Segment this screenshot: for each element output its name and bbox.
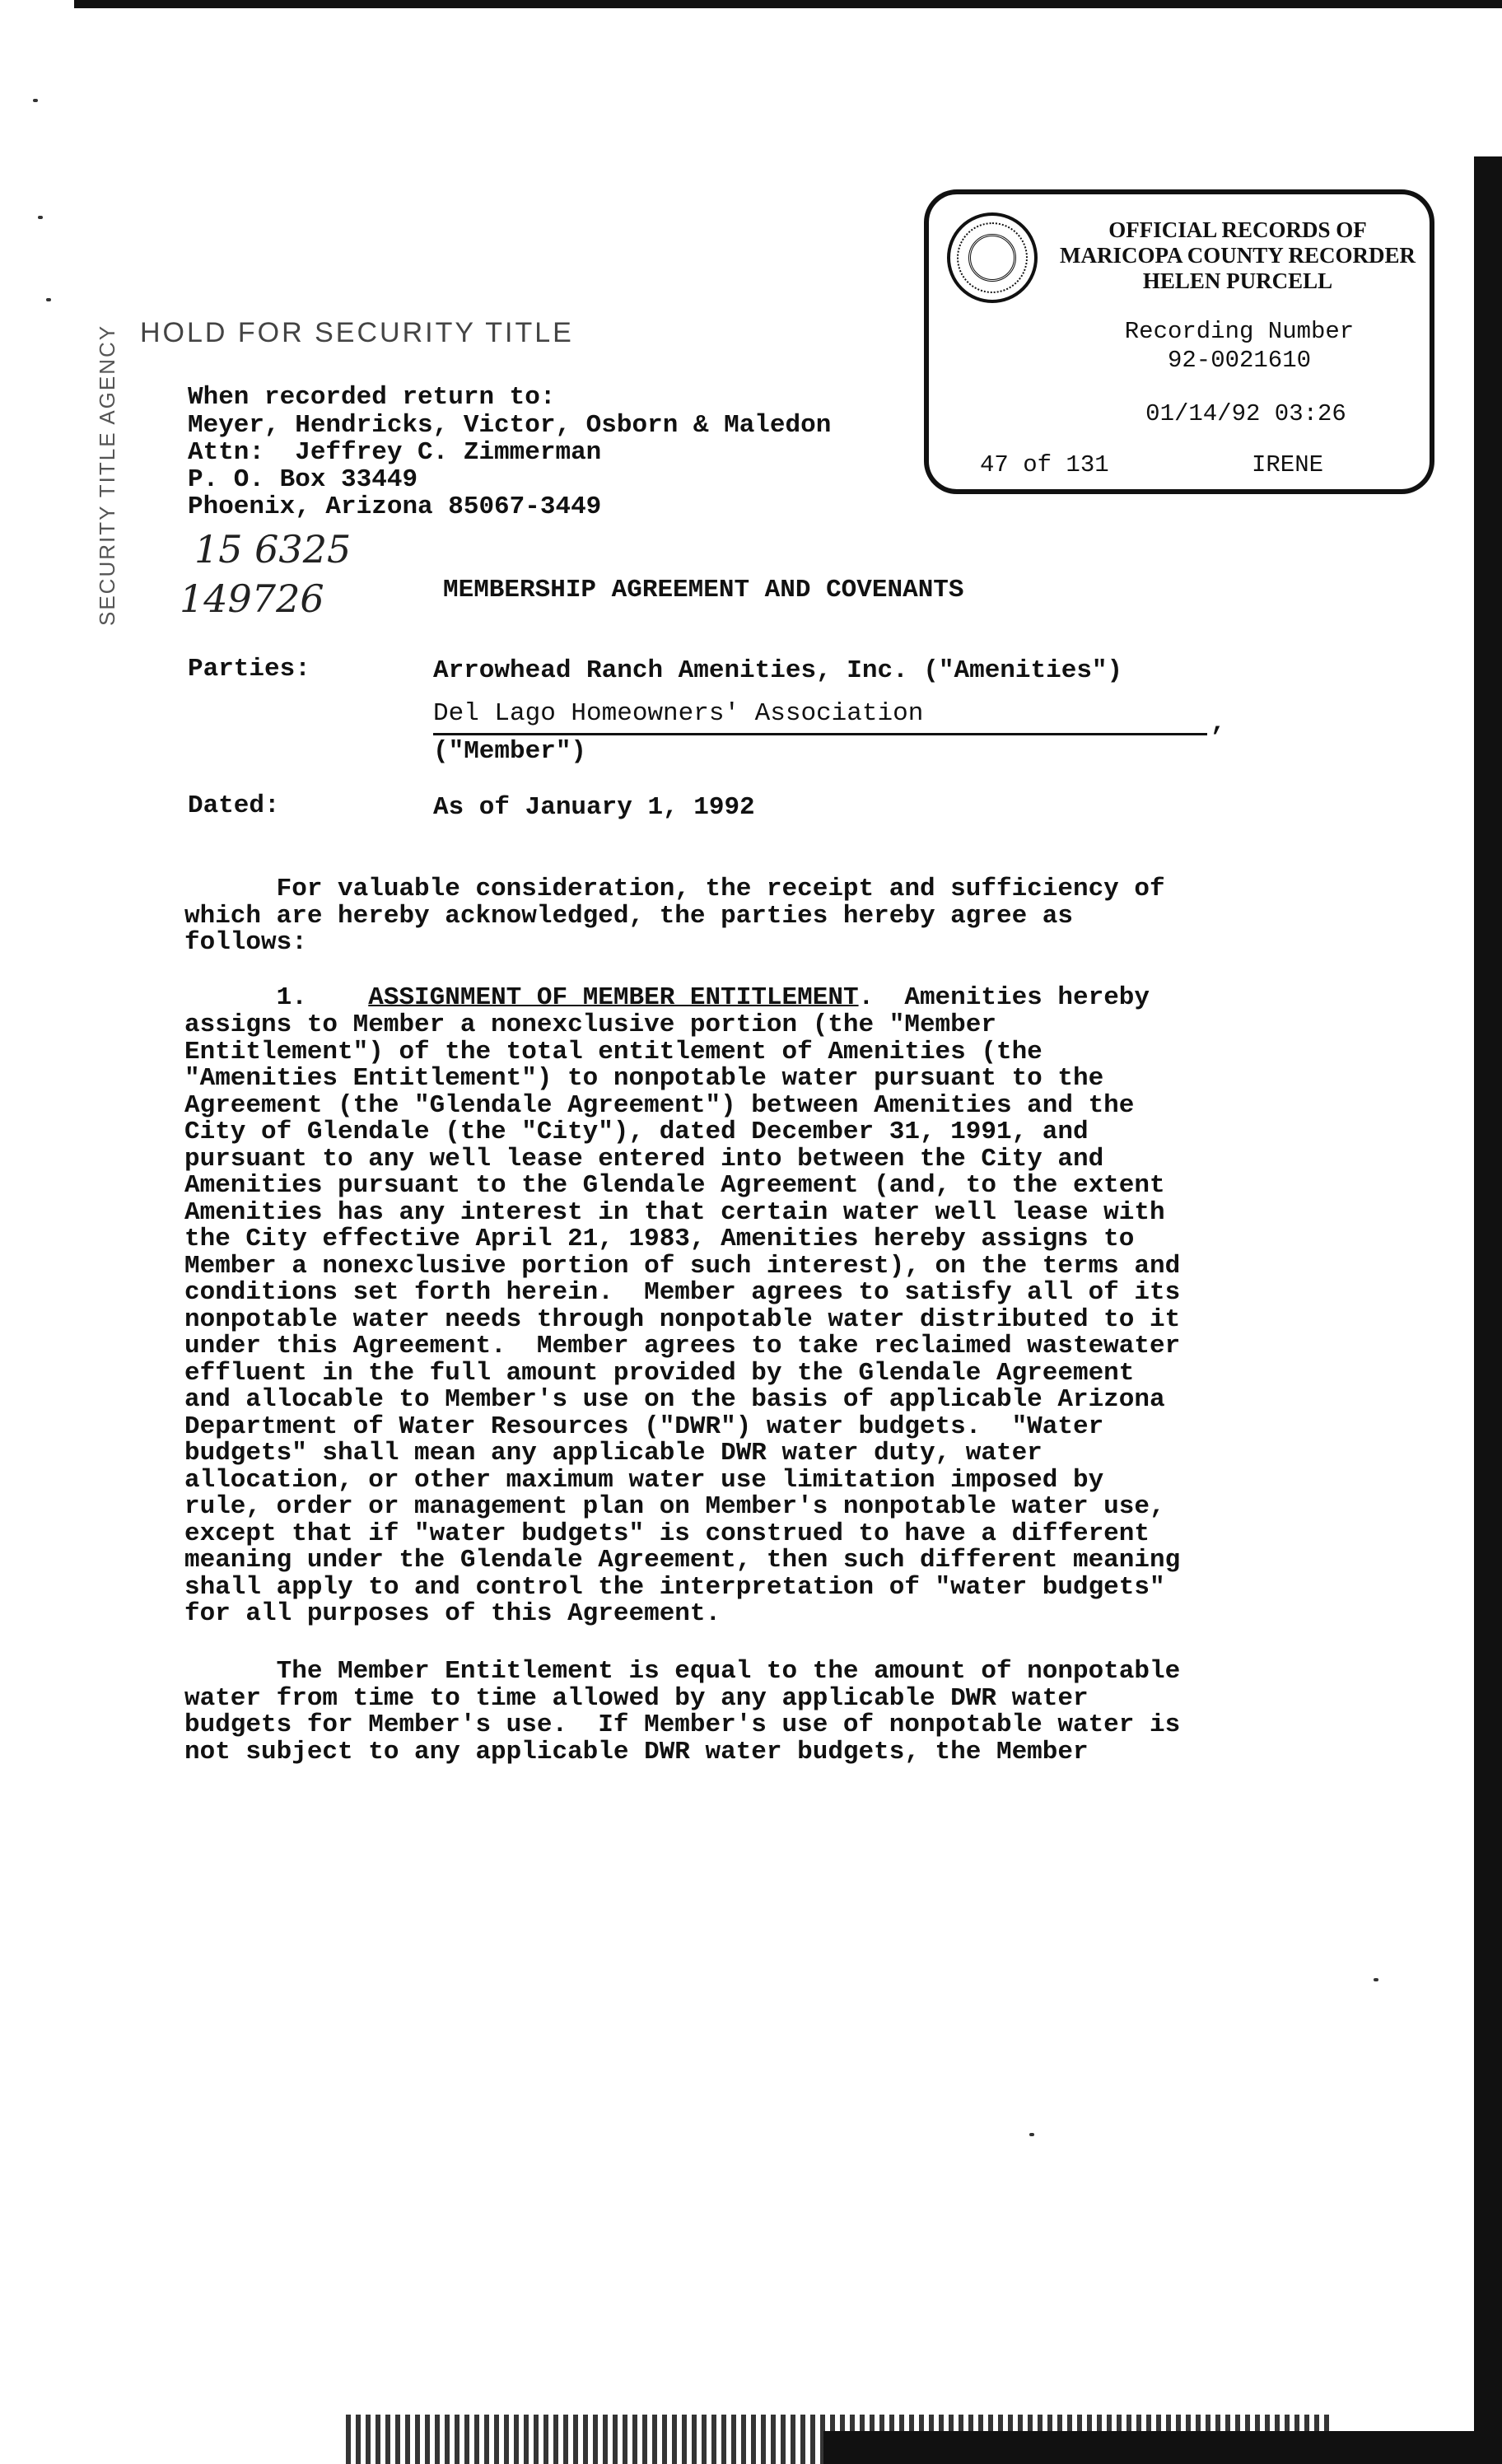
handwritten-note-2: 149726 xyxy=(180,576,324,621)
section-1-body: assigns to Member a nonexclusive portion (the "Member Entitlement") of the total entitlement of Amenities (the "Amenities Entitlement") to nonpotable water pursuant to the Agreement (the "Glendale Agreement") between Amenities and the City of Glendale (the "City"), dated December 31, 1991, and pursuant to any well lease entered into between the City and Amenities pursuant to the Glendale Agreement (and, to the extent Amenities has any interest in that certain water well lease with the City effective April 21, 1983, Amenities hereby assigns to Member a nonexclusive portion of such interest), on the terms and conditions set forth herein. Member agrees to satisfy all of its nonpotable water needs through nonpotable water distributed to it under this Agreement. Member agrees to take reclaimed wastewater effluent in the full amount provided by the Glendale Agreement and allocable to Member's use on the basis of applicable Arizona Department of Water Resources ("DWR") water budgets. "Water budgets" shall mean any applicable DWR water duty, water allocation, or other maximum water use limitation imposed by rule, order or management plan on Member's nonpotable water use, except that if "water budgets" is construed to have a different meaning under the Glendale Agreement, then such different meaning shall apply to and control the interpretation of "water budgets" for all purposes of this Agreement. xyxy=(184,1010,1181,1628)
dated-value: As of January 1, 1992 xyxy=(433,793,755,822)
paragraph-2: The Member Entitlement is equal to the amount of nonpotable water from time to time allowed by any applicable DWR water budgets for Member's use. If Member's use of nonpotable water is not subject to any applicable DWR water budgets, the Member xyxy=(184,1657,1181,1766)
handwritten-note-1: 15 6325 xyxy=(194,527,352,572)
stamp-heading xyxy=(1052,217,1423,294)
seal-center xyxy=(968,234,1016,282)
party-2-role: ("Member") xyxy=(433,737,587,766)
document-title: MEMBERSHIP AGREEMENT AND COVENANTS xyxy=(443,576,964,604)
party-2-comma: , xyxy=(1210,709,1226,738)
stamp-heading-line2: MARICOPA COUNTY RECORDER xyxy=(1060,243,1416,268)
side-stamp xyxy=(95,324,144,659)
stamp-heading-line3: HELEN PURCELL xyxy=(1142,268,1333,293)
return-line-4: P. O. Box 33449 xyxy=(188,465,418,494)
section-1-heading: ASSIGNMENT OF MEMBER ENTITLEMENT xyxy=(368,983,859,1012)
recording-label: Recording Number xyxy=(1124,318,1355,345)
scan-speck xyxy=(1029,2133,1034,2136)
return-line-5: Phoenix, Arizona 85067-3449 xyxy=(188,492,602,521)
return-line-3: Attn: Jeffrey C. Zimmerman xyxy=(188,438,602,467)
dated-label: Dated: xyxy=(188,791,280,820)
side-stamp-text: SECURITY TITLE AGENCY xyxy=(95,324,119,626)
scan-speck xyxy=(46,298,51,301)
recording-datetime: 01/14/92 03:26 xyxy=(1145,400,1346,427)
scan-edge-bottom-solid xyxy=(823,2431,1502,2464)
party-1: Arrowhead Ranch Amenities, Inc. ("Amenities") xyxy=(433,656,1123,685)
scan-speck xyxy=(1374,1978,1378,1981)
scan-edge-right xyxy=(1474,156,1502,2464)
recording-number: 92-0021610 xyxy=(1167,347,1312,374)
scan-speck xyxy=(38,216,43,219)
section-1-first-line xyxy=(184,985,1304,1012)
section-1-first-text: . Amenities hereby xyxy=(858,983,1150,1012)
scan-speck xyxy=(33,99,38,102)
return-line-2: Meyer, Hendricks, Victor, Osborn & Maledon xyxy=(188,411,832,440)
stamp-heading-line1: OFFICIAL RECORDS OF xyxy=(1108,217,1367,242)
section-1-number: 1. xyxy=(184,983,307,1012)
intro-paragraph: For valuable consideration, the receipt and sufficiency of which are hereby acknowledged, the parties hereby agree as follows: xyxy=(184,875,1165,957)
scan-edge-top xyxy=(74,0,1502,8)
county-seal-icon xyxy=(947,212,1038,303)
recorder-stamp xyxy=(924,189,1434,494)
recording-page-count: 47 of 131 xyxy=(980,451,1109,478)
hold-note: HOLD FOR SECURITY TITLE xyxy=(140,317,574,348)
party-2-underline xyxy=(433,733,1207,735)
party-2: Del Lago Homeowners' Association xyxy=(433,699,924,728)
parties-label: Parties: xyxy=(188,655,310,684)
recording-clerk: IRENE xyxy=(1252,451,1324,478)
return-line-1: When recorded return to: xyxy=(188,383,556,412)
